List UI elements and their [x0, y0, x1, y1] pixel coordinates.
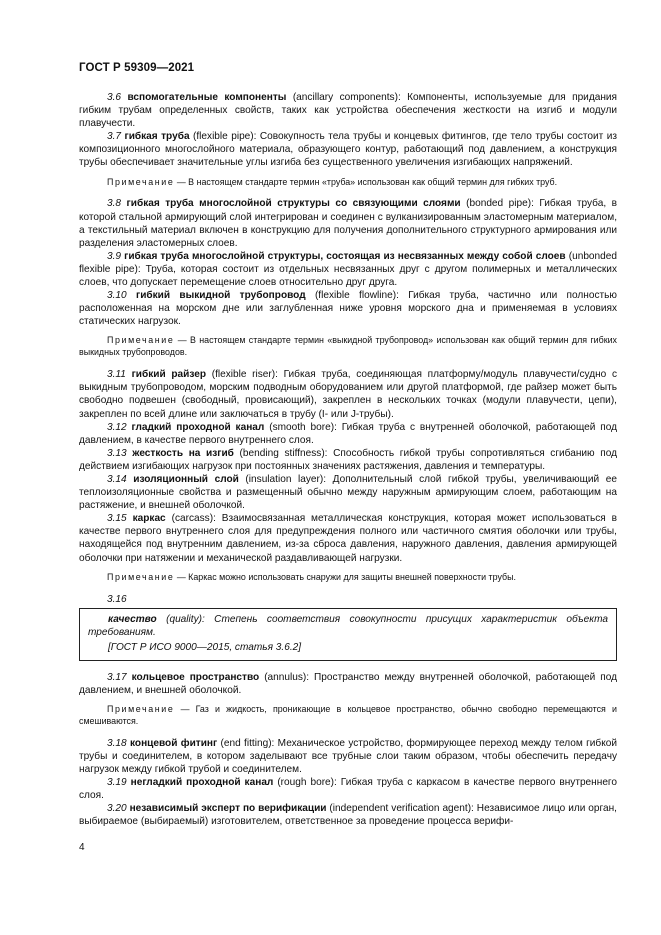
document-body: [79, 91, 617, 829]
term-number: 3.16: [107, 593, 127, 605]
term-name: гибкий выкидной трубопровод: [135, 290, 306, 302]
term-number: 3.14: [107, 473, 127, 485]
term-name: вспомогательные компоненты: [127, 92, 287, 103]
term-definition: (smooth bore): Гибкая труба с внутренней оболочкой, работающей под давлением, в качестве первого внутреннего слоя.: [79, 421, 617, 446]
term-definition: (unbonded flexible pipe): Труба, которая состоит из отдельных несвязанных друг с другом полимерных и металлических слоев, что допускает перемещение слоев относительно друг друга.: [79, 250, 618, 289]
term-entry: [79, 368, 617, 420]
term-name: независимый эксперт по верификации: [129, 803, 327, 815]
term-entry: [79, 802, 617, 828]
note-paragraph: [79, 177, 617, 189]
term-number: 3.6: [107, 92, 122, 103]
note-label: Примечание: [107, 335, 175, 346]
term-entry: [79, 737, 617, 776]
term-name: гибкая труба: [124, 131, 190, 143]
note-label: Примечание: [107, 571, 175, 582]
note-paragraph: [79, 572, 617, 584]
definition-source-reference: [ГОСТ Р ИСО 9000—2015, статья 3.6.2]: [108, 641, 302, 653]
term-definition: (annulus): Пространство между внутренней оболочкой, работающей под давлением, и внешней оболочкой.: [79, 671, 617, 696]
term-entry: [79, 776, 617, 802]
term-number: 3.7: [107, 131, 122, 143]
term-name: качество: [108, 613, 157, 625]
term-name: гибкая труба многослойной структуры, состоящая из несвязанных между собой слоев: [124, 250, 566, 262]
term-number: 3.9: [107, 250, 122, 262]
term-definition: (quality): Степень соответствия совокупности присущих характеристик объекта требованиям.: [88, 613, 608, 638]
term-name: гибкий райзер: [131, 369, 207, 381]
term-definition: (flexible pipe): Совокупность тела трубы и концевых фитингов, где тело трубы состоит из композиционного многослойного материала, образующего контур, работающий под давлением, а конструкция трубы обеспечивает значительные углы изгиба без существенного увеличения изгибающих напряжений.: [79, 131, 617, 169]
note-label: Примечание: [107, 704, 175, 715]
terms-section-2: [79, 671, 617, 829]
term-definition: (end fitting): Механическое устройство, формирующее переход между телом гибкой трубы и соединителем, в котором заделывают все трубные слои таким образом, чтобы обеспечить передачу нагрузок между гибкой трубой и соединителем.: [79, 737, 617, 776]
term-definition: (bonded pipe): Гибкая труба, в которой стальной армирующий слой интегрирован и соединен с вулканизированным эластомерным материалом, а текстильный материал включен в конструкцию для получения дополнительного структурного армирования или разделения эластомерных слоев.: [79, 198, 617, 249]
term-name: концевой фитинг: [129, 737, 218, 749]
term-definition: (bending stiffness): Способность гибкой трубы сопротивляться сгибанию под действием изгибающих нагрузок при постоянных значениях растяжения, давления и температуры.: [79, 447, 617, 472]
term-definition: (insulation layer): Дополнительный слой гибкой трубы, увеличивающий ее теплоизоляционные свойства и размещенный обычно между наружным армирующим слоем, работающим на растяжение, и внешней оболочкой.: [79, 473, 617, 512]
page-number: 4: [79, 842, 85, 853]
note-paragraph: [79, 704, 617, 728]
term-entry: [79, 671, 617, 697]
terms-section-1: [79, 91, 617, 584]
term-entry: [79, 250, 617, 289]
term-name: кольцевое пространство: [131, 671, 260, 683]
term-number: 3.10: [107, 290, 127, 302]
note-text: — Каркас можно использовать снаружи для защиты внешней поверхности трубы.: [174, 571, 516, 582]
standard-header: ГОСТ Р 59309—2021: [79, 62, 195, 74]
note-text: — Газ и жидкость, проникающие в кольцевое пространство, обычно свободно перемещаются и смешиваются.: [79, 704, 617, 726]
term-entry: [79, 289, 617, 328]
term-name: каркас: [132, 513, 166, 525]
note-text: — В настоящем стандарте термин «выкидной трубопровод» использован как общий термин для гибких выкидных трубопроводов.: [79, 335, 617, 358]
term-entry: [79, 447, 617, 473]
term-number: 3.18: [107, 737, 127, 749]
term-definition: (independent verification agent): Независимое лицо или орган, выбираемое (выбираемый) изготовителем, ответственное за проведение процесса верифи-: [79, 803, 617, 828]
term-name: негладкий проходной канал: [130, 777, 274, 789]
term-definition: (flexible riser): Гибкая труба, соединяющая платформу/модуль плавучести/судно с выкидным трубопроводом, морским подводным оборудованием или другой платформой, где райзер может быть свободно подвешен (свободный, провисающий), закреплен в нескольких точках (модули плавучести, цепи), закреплен по всей длине или заключаться в трубу (I- или J-трубы).: [79, 369, 618, 420]
term-number: 3.17: [107, 671, 127, 683]
note-paragraph: [79, 335, 617, 359]
term-entry: [79, 473, 617, 512]
term-entry: [79, 91, 617, 130]
term-entry: [79, 421, 617, 447]
term-number: 3.19: [107, 777, 127, 789]
quoted-definition-box: [79, 608, 617, 661]
note-label: Примечание: [107, 176, 175, 187]
term-entry: [79, 512, 617, 564]
term-name: гибкая труба многослойной структуры со связующими слоями: [126, 198, 461, 210]
term-number: 3.15: [107, 513, 127, 525]
term-name: жесткость на изгиб: [132, 447, 234, 459]
term-definition: (ancillary components): Компоненты, используемые для придания гибким трубам определенных свойств, таких как устройства обеспечения жесткости на изгиб и модули плавучести.: [79, 92, 617, 130]
term-entry: [79, 197, 617, 249]
term-definition: (flexible flowline): Гибкая труба, частично или полностью расположенная на морском дне или заглубленная ниже уровня морского дна и применяемая в условиях статических нагрузок.: [79, 290, 617, 328]
term-name: гладкий проходной канал: [131, 421, 265, 433]
term-number: 3.8: [107, 198, 122, 210]
term-entry: [79, 130, 617, 169]
term-name: изоляционный слой: [133, 473, 239, 485]
note-text: — В настоящем стандарте термин «труба» использован как общий термин для гибких труб.: [174, 176, 558, 187]
term-definition: (carcass): Взаимосвязанная металлическая конструкция, которая может использоваться в качестве первого внутреннего слоя для предупреждения полного или частичного смятия оболочки или трубы, находящейся под внутренним давлением, из-за сброса давления, наружного давления, давления армирующей оболочки при натяжении и механической раздавливающей нагрузки.: [79, 513, 617, 564]
term-definition: (rough bore): Гибкая труба с каркасом в качестве первого внутреннего слоя.: [79, 777, 618, 802]
term-number: 3.13: [107, 447, 127, 459]
term-number: 3.11: [107, 369, 126, 381]
term-number: 3.20: [107, 803, 127, 815]
quoted-definition: [88, 613, 608, 639]
term-number: 3.12: [107, 421, 127, 433]
